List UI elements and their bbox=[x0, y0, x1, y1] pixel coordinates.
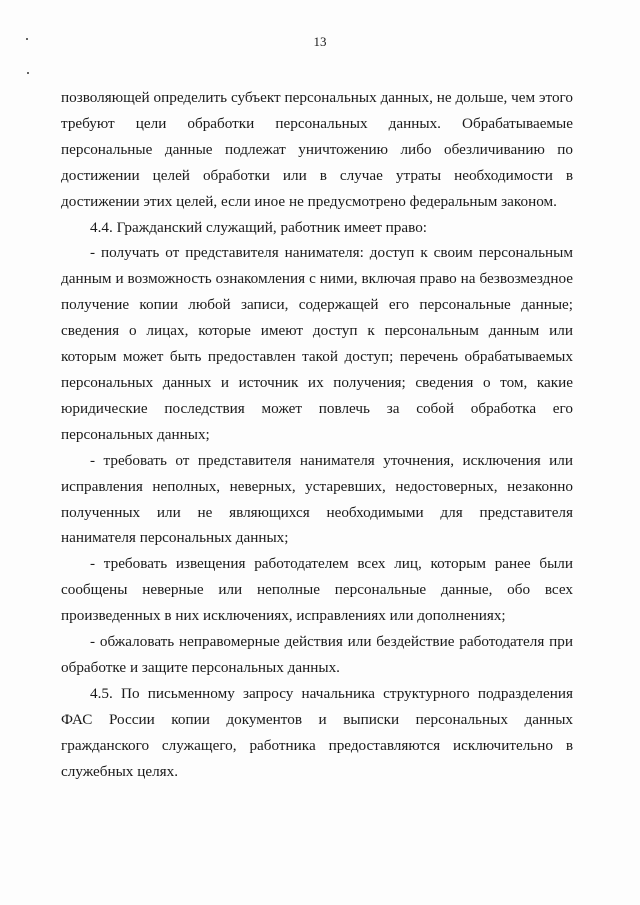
paragraph-right-receive: - получать от представителя нанимателя: доступ к своим персональным данным и возможность ознакомления с ними, включая право на безвозмездное получение копии любой записи, содержащей его персональные данные; сведения о лицах, которые имеют доступ к персональным данным или которым может быть предоставлен такой доступ; перечень обрабатываемых персональных данных и источник их получения; сведения о том, какие юридические последствия может повлечь за собой обработка его персональных данных; bbox=[61, 244, 573, 443]
scan-speck bbox=[27, 72, 29, 74]
page-number: 13 bbox=[313, 34, 327, 49]
paragraph-right-demand-correction: - требовать от представителя нанимателя уточнения, исключения или исправления неполных, неверных, устаревших, недостоверных, незаконно полученных или не являющихся необходимыми для представителя нанимателя персональных данных; bbox=[61, 451, 573, 547]
document-body bbox=[61, 85, 573, 784]
paragraph-continuation: позволяющей определить субъект персональных данных, не дольше, чем этого требуют цели обработки персональных данных. Обрабатываемые персональные данные подлежат уничтожению либо обезличиванию по достижении целей обработки или в случае утраты необходимости в достижении этих целей, если иное не предусмотрено федеральным законом. bbox=[61, 89, 573, 210]
paragraph-section-4-5: 4.5. По письменному запросу начальника структурного подразделения ФАС России копии документов и выписки персональных данных гражданского служащего, работника предоставляются исключительно в служебных целях. bbox=[61, 684, 573, 780]
paragraph-right-appeal: - обжаловать неправомерные действия или бездействие работодателя при обработке и защите персональных данных. bbox=[61, 633, 573, 676]
paragraph-right-demand-notification: - требовать извещения работодателем всех лиц, которым ранее были сообщены неверные или неполные персональные данные, обо всех произведенных в них исключениях, исправлениях или дополнениях; bbox=[61, 555, 573, 625]
paragraph-section-4-4: 4.4. Гражданский служащий, работник имеет право: bbox=[90, 218, 428, 236]
